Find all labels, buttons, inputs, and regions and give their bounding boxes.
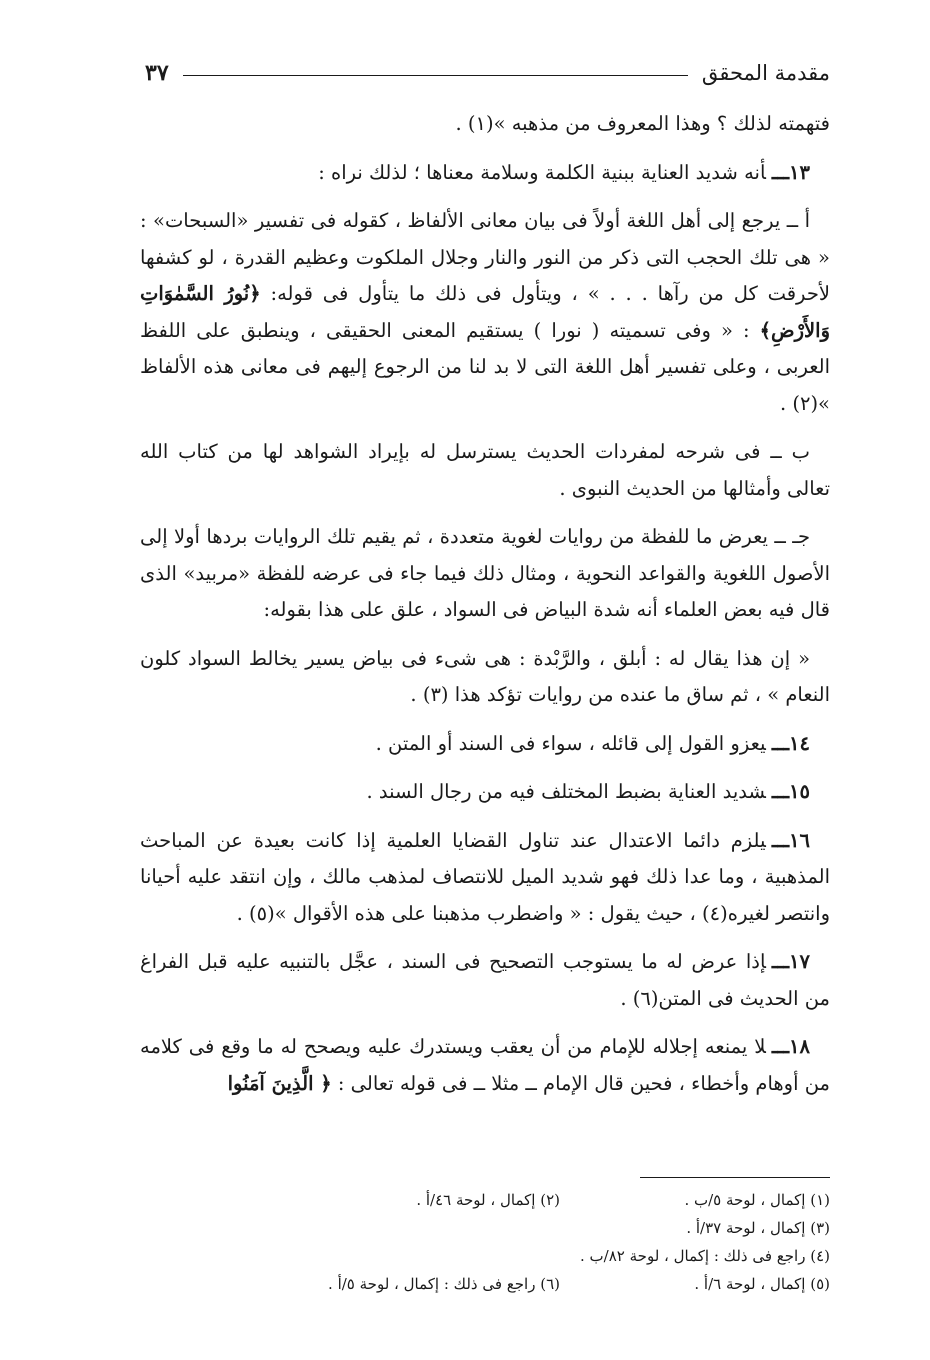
paragraph-text: أ ــ يرجع إلى أهل اللغة أولاً فى بيان معانى الألفاظ ، كقوله فى تفسير «السبحات» : « هى تلك الحجب التى ذكر من النور والنار وجلال الملكوت وعظيم القدرة ، لو كشفها لأحرقت كل من رآها . . . » ، ويتأول فى ذلك ما يتأول فى قوله: <box>140 209 830 305</box>
paragraph-text: يلزم دائما الاعتدال عند تناول القضايا العلمية إذا كانت بعيدة عن المباحث المذهبية ، وما عدا ذلك فهو شديد الميل للانتصاف لمذهب مالك ، وإن انتقد عليه أحيانا وانتصر لغيره(٤) ، حيث يقول : « واضطرب مذهبنا على هذه الأقوال »(٥) . <box>140 828 830 925</box>
footnote-5: (٥) إكمال ، لوحة ٦/أ . <box>694 1275 830 1293</box>
quran-verse: ﴿ الَّذِينَ آمَنُوا <box>227 1071 332 1095</box>
main-text <box>140 106 830 1114</box>
paragraph-text: جـ ــ يعرض ما للفظة من روايات لغوية متعددة ، ثم يقيم تلك الروايات بردها أولا إلى الأصول اللغوية والقواعد النحوية ، ومثال ذلك فيما جاء فى عرضه للفظة «مربيد» الذى قال فيه بعض العلماء أنه شدة البياض فى السواد ، علق على هذا بقوله: <box>140 525 830 621</box>
paragraph-subitem-c <box>140 519 830 629</box>
item-number: ١٥ـــ <box>771 780 810 803</box>
paragraph-item-14 <box>140 726 830 763</box>
item-number: ١٧ـــ <box>771 950 810 973</box>
paragraph-item-15 <box>140 774 830 811</box>
footnote-6: (٦) راجع فى ذلك : إكمال ، لوحة ٥/أ . <box>328 1275 560 1293</box>
paragraph-text: فتهمته لذلك ؟ وهذا المعروف من مذهبه »(١) . <box>455 112 830 135</box>
paragraph-item-16 <box>140 823 830 933</box>
page-number: ٣٧ <box>145 60 169 86</box>
running-header <box>145 56 830 90</box>
footnote-1: (١) إكمال ، لوحة ٥/ب . <box>684 1191 830 1209</box>
footnote-4: (٤) راجع فى ذلك : إكمال ، لوحة ٨٢/ب . <box>580 1247 830 1265</box>
footnote-row <box>165 1214 830 1242</box>
item-number: ١٣ـــ <box>771 160 810 184</box>
item-number: ١٨ـــ <box>771 1035 810 1058</box>
paragraph-subitem-a <box>140 203 830 422</box>
paragraph-text: أنه شديد العناية ببنية الكلمة وسلامة معناها ؛ لذلك نراه : <box>318 160 766 184</box>
paragraph-text: « إن هذا يقال له : أبلق ، والرَّبْدة : هى شىء فى بياض يسير يخالط السواد كلون النعام » ، ثم ساق ما عنده من روايات تؤكد هذا (٣) . <box>140 646 830 706</box>
paragraph-text: ب ــ فى شرحه لمفردات الحديث يسترسل له بإيراد الشواهد لها من كتاب الله تعالى وأمثالها من الحديث النبوى . <box>140 440 830 500</box>
footnote-divider <box>640 1177 830 1178</box>
paragraph-text: لا يمنعه إجلاله للإمام من أن يعقب ويستدرك عليه ويصحح له ما وقع فى كلامه من أوهام وأخطاء ، فحين قال الإمام ــ مثلا ــ فى قوله تعالى : <box>140 1035 830 1095</box>
running-title: مقدمة المحقق <box>701 61 830 85</box>
item-number: ١٤ـــ <box>771 731 810 755</box>
footnotes <box>165 1186 830 1298</box>
header-rule <box>183 75 688 76</box>
footnote-row <box>165 1270 830 1298</box>
quran-verse: ﴿نُورُ السَّمٰوَاتِ وَالأَرْضِ﴾ <box>140 282 830 342</box>
paragraph-subitem-b <box>140 434 830 507</box>
paragraph-item-18 <box>140 1029 830 1102</box>
footnote-row <box>165 1242 830 1270</box>
paragraph-item-17 <box>140 944 830 1017</box>
paragraph-continuation <box>140 106 830 143</box>
paragraph-item-13 <box>140 155 830 192</box>
paragraph-text: شديد العناية بضبط المختلف فيه من رجال السند . <box>366 780 766 803</box>
item-number: ١٦ـــ <box>771 828 810 852</box>
footnote-row <box>165 1186 830 1214</box>
footnote-2: (٢) إكمال ، لوحة ٤٦/أ . <box>416 1191 560 1209</box>
paragraph-text-cont: : « وفى تسميته ( نورا ) يستقيم المعنى الحقيقى ، وينطبق على اللفظ العربى ، وعلى تفسير أهل اللغة التى لا بد لنا من الرجوع إليهم فى معانى هذه الألفاظ »(٢) . <box>140 318 830 415</box>
paragraph-text: يعزو القول إلى قائله ، سواء فى السند أو المتن . <box>375 731 766 755</box>
paragraph-quotation <box>140 641 830 714</box>
paragraph-text: إذا عرض له ما يستوجب التصحيح فى السند ، عجَّل بالتنبيه عليه قبل الفراغ من الحديث فى المتن(٦) . <box>140 950 830 1010</box>
footnote-3: (٣) إكمال ، لوحة ٣٧/أ . <box>686 1219 830 1237</box>
